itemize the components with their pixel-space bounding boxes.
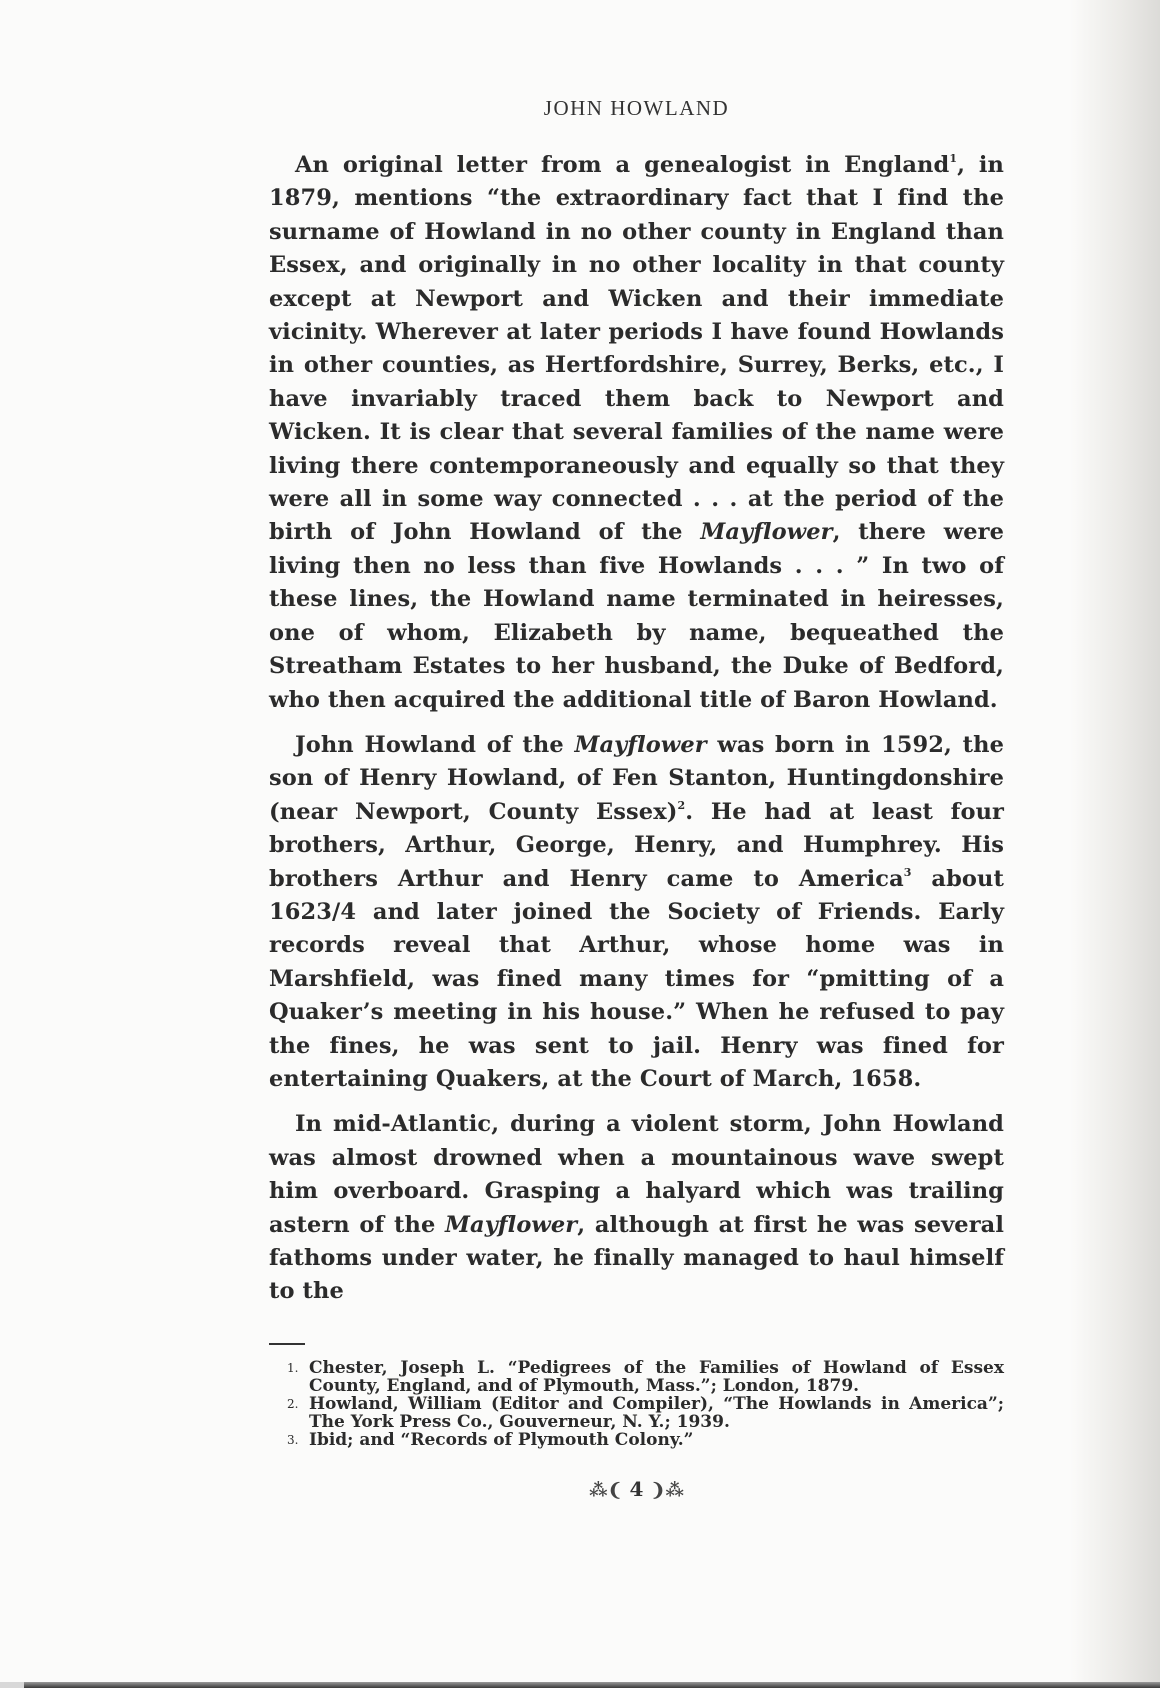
footnote-text: Chester, Joseph L. “Pedigrees of the Families of Howland of Essex County, England, and of Plymouth, Mass.”; London, 1879. bbox=[309, 1357, 1004, 1396]
footnote-ref: 1 bbox=[949, 152, 958, 165]
body-text bbox=[269, 149, 1004, 1309]
footnote-number: 2. bbox=[287, 1396, 299, 1411]
scan-bottom-edge-left bbox=[0, 1682, 24, 1688]
running-head: JOHN HOWLAND bbox=[543, 96, 730, 120]
scan-edge-shadow bbox=[1070, 0, 1160, 1688]
book-page bbox=[269, 96, 1004, 1501]
footnote-ref: 2 bbox=[677, 798, 686, 812]
scan-bottom-edge bbox=[24, 1682, 1160, 1688]
footnote-3 bbox=[287, 1429, 1004, 1450]
ship-name: Mayflower bbox=[574, 731, 707, 758]
footnote-rule bbox=[269, 1343, 305, 1345]
footnote-number: 3. bbox=[287, 1432, 299, 1447]
ornament-right-icon: ❩⁂ bbox=[650, 1479, 684, 1501]
paragraph-3: In mid-Atlantic, during a violent storm, John Howland was almost drowned when a mountainous wave swept him overboard. Grasping a halyard which was trailing astern of the Mayflower, although at first he was several fathoms under water, he finally managed to haul himself to the bbox=[269, 1111, 1004, 1305]
ship-name: Mayflower bbox=[445, 1211, 578, 1238]
page-number bbox=[269, 1477, 1004, 1501]
footnote-1 bbox=[287, 1357, 1004, 1396]
footnote-ref: 3 bbox=[903, 865, 912, 879]
ship-name: Mayflower bbox=[700, 519, 833, 546]
footnote-text: Ibid; and “Records of Plymouth Colony.” bbox=[309, 1429, 694, 1450]
paragraph-1: An original letter from a genealogist in England$^1$, in 1879, mentions “the extraordinary fact that I find the surname of Howland in no other county in England than Essex, and originally in no other locality in that county except at Newport and Wicken and their immediate vicinity. Wherever at later periods I have found Howlands in other counties, as Hertfordshire, Surrey, Berks, etc., I have invariably traced them back to Newport and Wicken. It is clear that several families of the name were living there contemporaneously and equally so that they were all in some way connected . . . at the period of the birth of John Howland of the Mayflower, there were living then no less than five Howlands . . . ” In two of these lines, the Howland name terminated in heiresses, one of whom, Elizabeth by name, bequeathed the Streatham Estates to her husband, the Duke of Bedford, who then acquired the additional title of Baron Howland. bbox=[269, 152, 1004, 713]
ornament-left-icon: ⁂❨ bbox=[589, 1479, 623, 1501]
page-number-value: 4 bbox=[629, 1476, 644, 1501]
footnotes bbox=[269, 1359, 1004, 1449]
footnote-text: Howland, William (Editor and Compiler), “The Howlands in America”; The York Press Co., Gouverneur, N. Y.; 1939. bbox=[309, 1393, 1004, 1432]
footnote-number: 1. bbox=[287, 1360, 299, 1375]
footnote-2 bbox=[287, 1393, 1004, 1432]
paragraph-2: John Howland of the Mayflower was born in 1592, the son of Henry Howland, of Fen Stanton, Huntingdonshire (near Newport, County Essex)$^2$. He had at least four brothers, Arthur, George, Henry, and Humphrey. His brothers Arthur and Henry came to America$^3$ about 1623/4 and later joined the Society of Friends. Early records reveal that Arthur, whose home was in Marshfield, was fined many times for “pmitting of a Quaker’s meeting in his house.” When he refused to pay the fines, he was sent to jail. Henry was fined for entertaining Quakers, at the Court of March, 1658. bbox=[269, 731, 1004, 1092]
